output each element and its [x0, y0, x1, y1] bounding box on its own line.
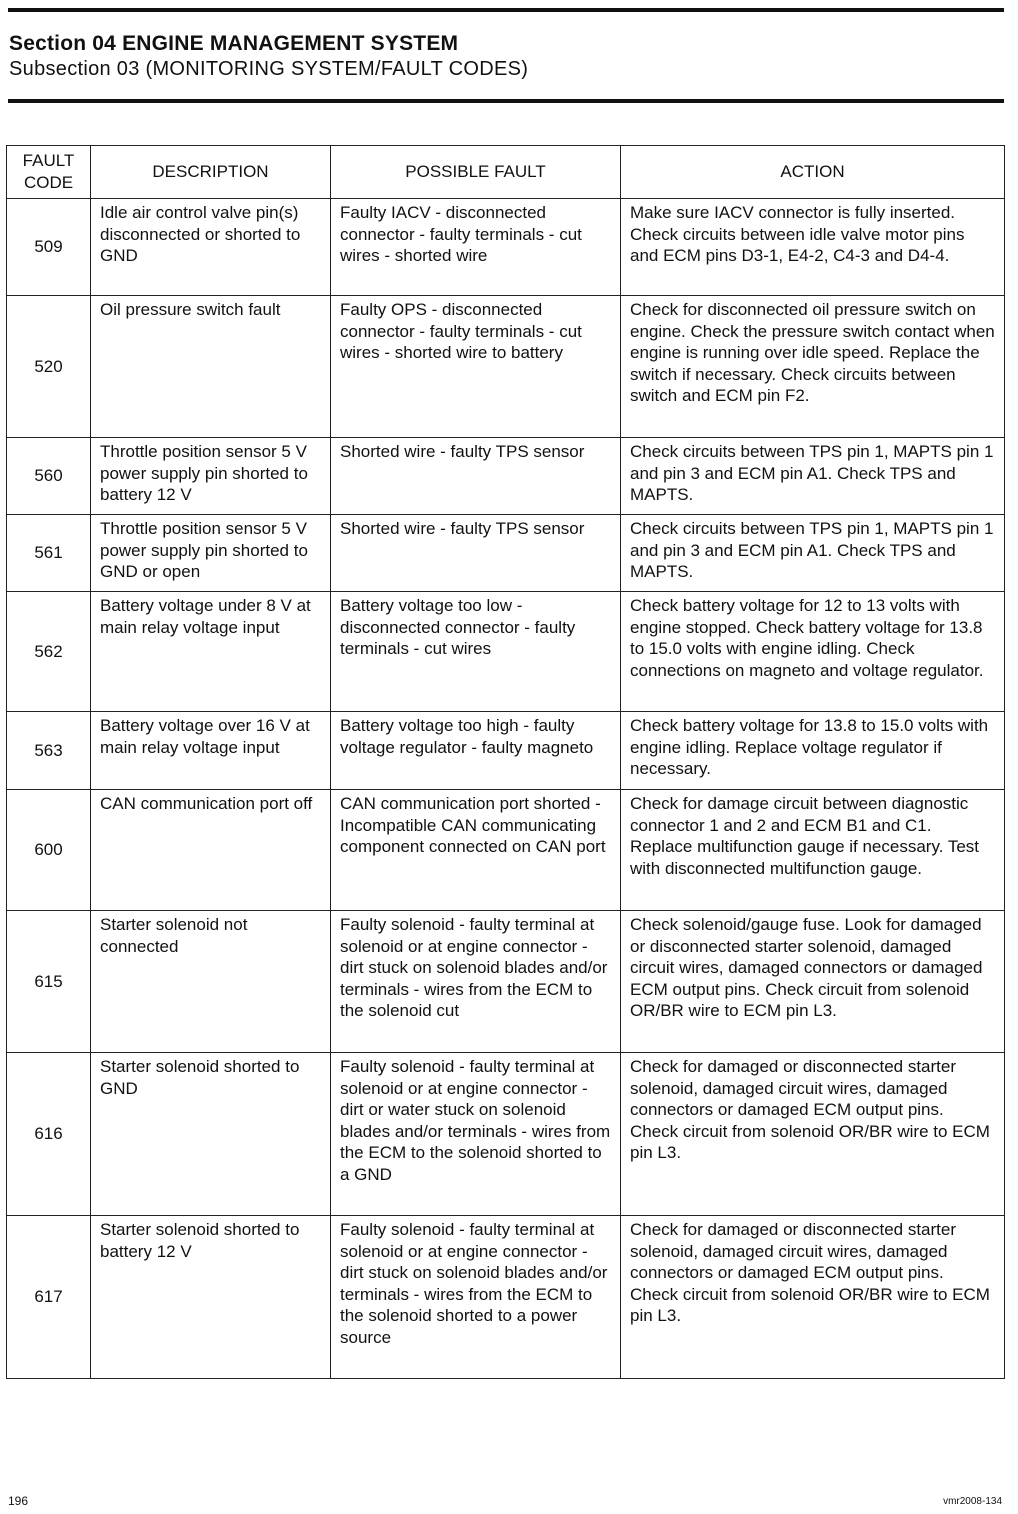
- possible-fault-cell: Faulty OPS - disconnected connector - faulty terminals - cut wires - shorted wire to battery: [331, 296, 621, 438]
- fault-codes-table: [6, 145, 1005, 1379]
- fault-code-cell: 561: [7, 515, 91, 592]
- table-row: [7, 296, 1005, 438]
- fault-code-cell: 600: [7, 790, 91, 911]
- description-cell: Oil pressure switch fault: [91, 296, 331, 438]
- fault-code-cell: 562: [7, 592, 91, 712]
- possible-fault-cell: Faulty solenoid - faulty terminal at solenoid or at engine connector - dirt stuck on solenoid blades and/or terminals - wires from the ECM to the solenoid cut: [331, 911, 621, 1053]
- description-cell: Starter solenoid not connected: [91, 911, 331, 1053]
- possible-fault-cell: Faulty solenoid - faulty terminal at solenoid or at engine connector - dirt stuck on solenoid blades and/or terminals - wires from the ECM to the solenoid shorted to a power source: [331, 1216, 621, 1379]
- action-cell: Check battery voltage for 12 to 13 volts with engine stopped. Check battery voltage for 13.8 to 15.0 volts with engine idling. Check connections on magneto and voltage regulator.: [621, 592, 1005, 712]
- table-row: [7, 438, 1005, 515]
- page-number: 196: [8, 1494, 29, 1508]
- description-cell: Throttle position sensor 5 V power supply pin shorted to battery 12 V: [91, 438, 331, 515]
- possible-fault-cell: Shorted wire - faulty TPS sensor: [331, 438, 621, 515]
- column-header-fault-code: FAULT CODE: [7, 146, 91, 199]
- header-bottom-rule: [8, 99, 1004, 103]
- possible-fault-cell: Battery voltage too low - disconnected connector - faulty terminals - cut wires: [331, 592, 621, 712]
- description-cell: Idle air control valve pin(s) disconnected or shorted to GND: [91, 199, 331, 296]
- table-row: [7, 790, 1005, 911]
- action-cell: Check for disconnected oil pressure switch on engine. Check the pressure switch contact when engine is running over idle speed. Replace the switch if necessary. Check circuits between switch and ECM pin F2.: [621, 296, 1005, 438]
- description-cell: CAN communication port off: [91, 790, 331, 911]
- fault-code-cell: 509: [7, 199, 91, 296]
- action-cell: Check for damaged or disconnected starter solenoid, damaged circuit wires, damaged connectors or damaged ECM output pins. Check circuit from solenoid OR/BR wire to ECM pin L3.: [621, 1216, 1005, 1379]
- column-header-possible-fault: POSSIBLE FAULT: [331, 146, 621, 199]
- header-top-rule: [8, 8, 1004, 12]
- possible-fault-cell: Shorted wire - faulty TPS sensor: [331, 515, 621, 592]
- column-header-description: DESCRIPTION: [91, 146, 331, 199]
- subsection-title: Subsection 03 (MONITORING SYSTEM/FAULT CODES): [9, 58, 529, 80]
- table-row: [7, 712, 1005, 790]
- description-cell: Battery voltage under 8 V at main relay voltage input: [91, 592, 331, 712]
- possible-fault-cell: CAN communication port shorted - Incompatible CAN communicating component connected on CAN port: [331, 790, 621, 911]
- description-cell: Battery voltage over 16 V at main relay voltage input: [91, 712, 331, 790]
- action-cell: Check for damage circuit between diagnostic connector 1 and 2 and ECM B1 and C1. Replace multifunction gauge if necessary. Test with disconnected multifunction gauge.: [621, 790, 1005, 911]
- table-header-row: [7, 146, 1005, 199]
- action-cell: Check circuits between TPS pin 1, MAPTS pin 1 and pin 3 and ECM pin A1. Check TPS and MAPTS.: [621, 515, 1005, 592]
- possible-fault-cell: Faulty solenoid - faulty terminal at solenoid or at engine connector - dirt or water stuck on solenoid blades and/or terminals - wires from the ECM to the solenoid shorted to a GND: [331, 1053, 621, 1216]
- column-header-action: ACTION: [621, 146, 1005, 199]
- document-code: vmr2008-134: [943, 1496, 1002, 1507]
- fault-code-cell: 615: [7, 911, 91, 1053]
- fault-code-cell: 560: [7, 438, 91, 515]
- fault-code-cell: 520: [7, 296, 91, 438]
- action-cell: Check battery voltage for 13.8 to 15.0 volts with engine idling. Replace voltage regulator if necessary.: [621, 712, 1005, 790]
- action-cell: Check for damaged or disconnected starter solenoid, damaged circuit wires, damaged connectors or damaged ECM output pins. Check circuit from solenoid OR/BR wire to ECM pin L3.: [621, 1053, 1005, 1216]
- action-cell: Check solenoid/gauge fuse. Look for damaged or disconnected starter solenoid, damaged circuit wires, damaged connectors or damaged ECM output pins. Check circuit from solenoid OR/BR wire to ECM pin L3.: [621, 911, 1005, 1053]
- table-row: [7, 911, 1005, 1053]
- description-cell: Throttle position sensor 5 V power supply pin shorted to GND or open: [91, 515, 331, 592]
- description-cell: Starter solenoid shorted to battery 12 V: [91, 1216, 331, 1379]
- description-cell: Starter solenoid shorted to GND: [91, 1053, 331, 1216]
- fault-code-cell: 563: [7, 712, 91, 790]
- action-cell: Make sure IACV connector is fully inserted. Check circuits between idle valve motor pins and ECM pins D3-1, E4-2, C4-3 and D4-4.: [621, 199, 1005, 296]
- fault-code-cell: 616: [7, 1053, 91, 1216]
- table-row: [7, 515, 1005, 592]
- table-row: [7, 199, 1005, 296]
- table-row: [7, 1053, 1005, 1216]
- action-cell: Check circuits between TPS pin 1, MAPTS pin 1 and pin 3 and ECM pin A1. Check TPS and MAPTS.: [621, 438, 1005, 515]
- possible-fault-cell: Battery voltage too high - faulty voltage regulator - faulty magneto: [331, 712, 621, 790]
- page-header: [9, 32, 528, 82]
- fault-code-cell: 617: [7, 1216, 91, 1379]
- possible-fault-cell: Faulty IACV - disconnected connector - faulty terminals - cut wires - shorted wire: [331, 199, 621, 296]
- table-row: [7, 1216, 1005, 1379]
- section-title: Section 04 ENGINE MANAGEMENT SYSTEM: [9, 32, 459, 55]
- table-row: [7, 592, 1005, 712]
